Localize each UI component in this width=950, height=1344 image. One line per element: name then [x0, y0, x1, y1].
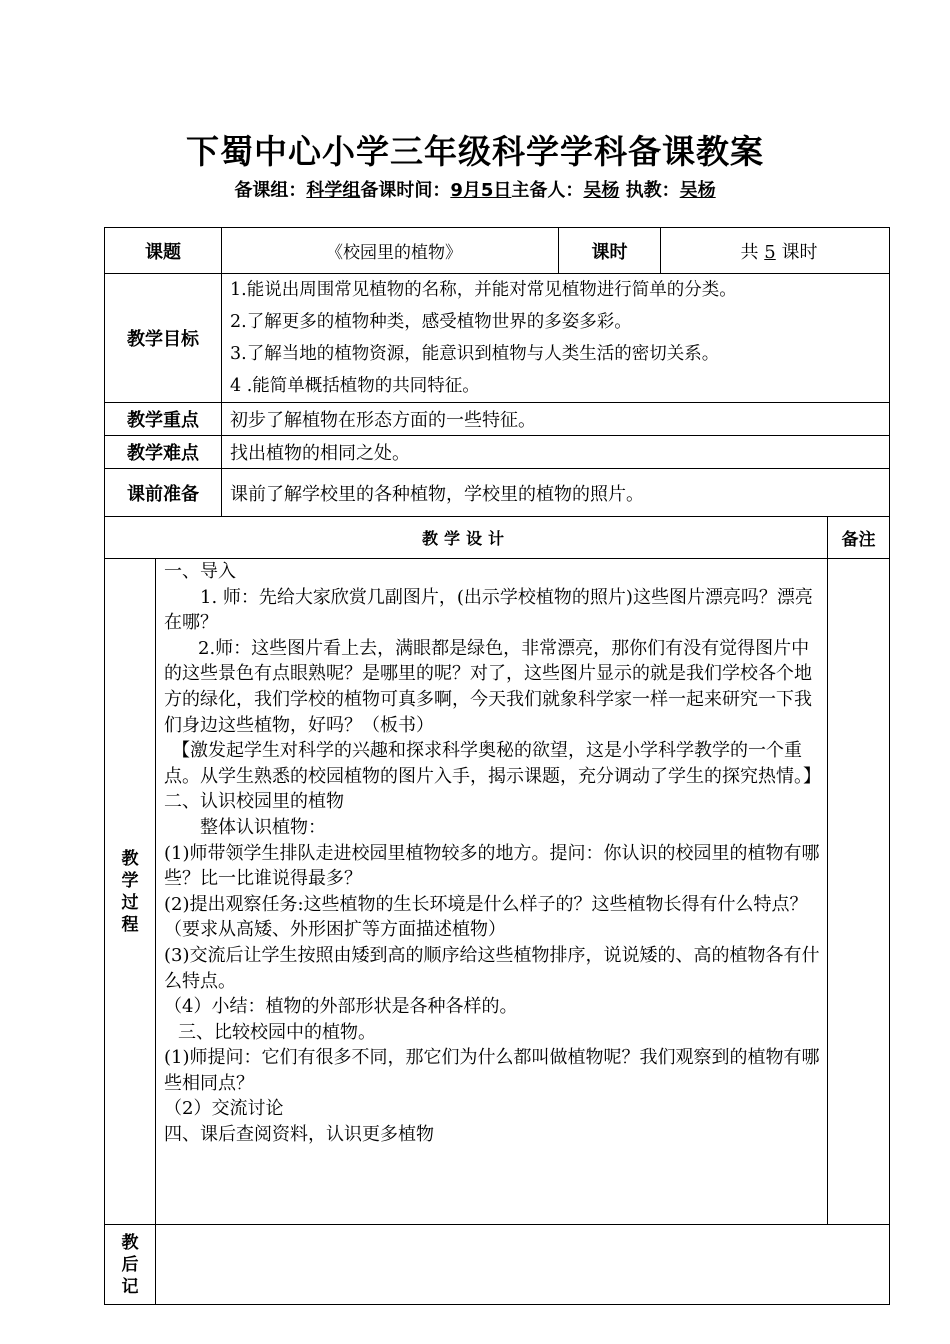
design-header: 教学设计: [105, 517, 828, 559]
process-paragraph: 整体认识植物：: [200, 816, 326, 838]
goals-label: 教学目标: [105, 274, 222, 403]
process-paragraph: 二、认识校园里的植物: [164, 791, 344, 813]
teacher-value: 吴杨: [679, 180, 716, 201]
process-paragraph: 三、比较校园中的植物。: [178, 1021, 376, 1043]
goal-item: 3.了解当地的植物资源，能意识到植物与人类生活的密切关系。: [230, 344, 720, 364]
prep-value: 课前了解学校里的各种植物，学校里的植物的照片。: [222, 469, 890, 517]
hours-cell: [661, 228, 890, 274]
difficult-row: [105, 436, 890, 469]
key-label: 教学重点: [105, 403, 222, 436]
key-value: 初步了解植物在形态方面的一些特征。: [222, 403, 890, 436]
process-content: [156, 559, 828, 1225]
process-paragraph: 1. 师：先给大家欣赏几副图片，(出示学校植物的照片)这些图片漂亮吗？漂亮在哪？: [164, 586, 813, 634]
lesson-plan-table: [104, 227, 890, 1305]
process-paragraph: （2）交流讨论: [164, 1098, 284, 1120]
process-paragraph: (2)提出观察任务:这些植物的生长环境是什么样子的？这些植物长得有什么特点？（要求从高矮、外形困扩等方面描述植物）: [164, 893, 808, 941]
goal-item: 4 .能简单概括植物的共同特征。: [230, 376, 480, 396]
page-title: 下蜀中心小学三年级科学学科备课教案: [186, 132, 764, 171]
process-label: [105, 559, 156, 1225]
goal-item: 2.了解更多的植物种类，感受植物世界的多姿多彩。: [230, 312, 632, 332]
after-label-text: 教后记: [121, 1232, 139, 1297]
teacher-label: 执教：: [619, 180, 680, 201]
process-paragraph: (3)交流后让学生按照由矮到高的顺序给这些植物排序，说说矮的、高的植物各有什么特点。: [164, 944, 820, 992]
after-label: [105, 1225, 156, 1305]
process-row: [105, 559, 890, 1225]
process-paragraph: (1)师提问：它们有很多不同，那它们为什么都叫做植物呢？我们观察到的植物有哪些相同点？: [164, 1047, 820, 1094]
topic-value: 《校园里的植物》: [222, 228, 559, 274]
owner-value: 吴杨: [583, 180, 620, 201]
lesson-meta: [0, 176, 950, 202]
after-content: [156, 1225, 890, 1305]
group-label: 备课组：: [234, 180, 307, 201]
process-label-text: 教学过程: [121, 848, 139, 935]
notes-header: 备注: [828, 517, 890, 559]
prep-label: 课前准备: [105, 469, 222, 517]
process-paragraph: 【激发起学生对科学的兴趣和探求科学奥秘的欲望，这是小学科学教学的一个重点。从学生熟悉的校园植物的图片入手，揭示课题，充分调动了学生的探究热情。】: [164, 740, 821, 787]
time-value: 9月5日: [450, 180, 512, 201]
time-label: 备课时间：: [360, 180, 451, 201]
prep-row: [105, 469, 890, 517]
process-paragraph: （4）小结：植物的外部形状是各种各样的。: [164, 996, 518, 1018]
process-paragraph: 2.师：这些图片看上去，满眼都是绿色，非常漂亮，那你们有没有觉得图片中的这些景色有点眼熟呢？是哪里的呢？对了，这些图片显示的就是我们学校各个地方的绿化，我们学校的植物可真多啊，今天我们就象科学家一样一起来研究一下我们身边这些植物，好吗？（板书）: [164, 637, 812, 736]
process-paragraph: (1)师带领学生排队走进校园里植物较多的地方。提问：你认识的校园里的植物有哪些？比一比谁说得最多？: [164, 842, 820, 890]
hours-suffix: 课时: [775, 241, 818, 263]
notes-cell: [828, 559, 890, 1225]
topic-label: 课题: [105, 228, 222, 274]
design-header-row: [105, 517, 890, 559]
hours-label: 课时: [559, 228, 661, 274]
difficult-label: 教学难点: [105, 436, 222, 469]
hours-prefix: 共: [740, 241, 765, 263]
process-paragraph: 四、课后查阅资料，认识更多植物: [164, 1124, 434, 1146]
goal-item: 1.能说出周围常见植物的名称，并能对常见植物进行简单的分类。: [230, 280, 737, 300]
key-row: [105, 403, 890, 436]
owner-label: 主备人：: [511, 180, 584, 201]
after-row: [105, 1225, 890, 1305]
group-value: 科学组: [306, 180, 361, 201]
goals-row: [105, 274, 890, 403]
goals-list: [222, 274, 890, 403]
difficult-value: 找出植物的相同之处。: [222, 436, 890, 469]
topic-row: [105, 228, 890, 274]
process-paragraph: 一、导入: [164, 561, 236, 582]
hours-value: 5: [764, 241, 776, 263]
